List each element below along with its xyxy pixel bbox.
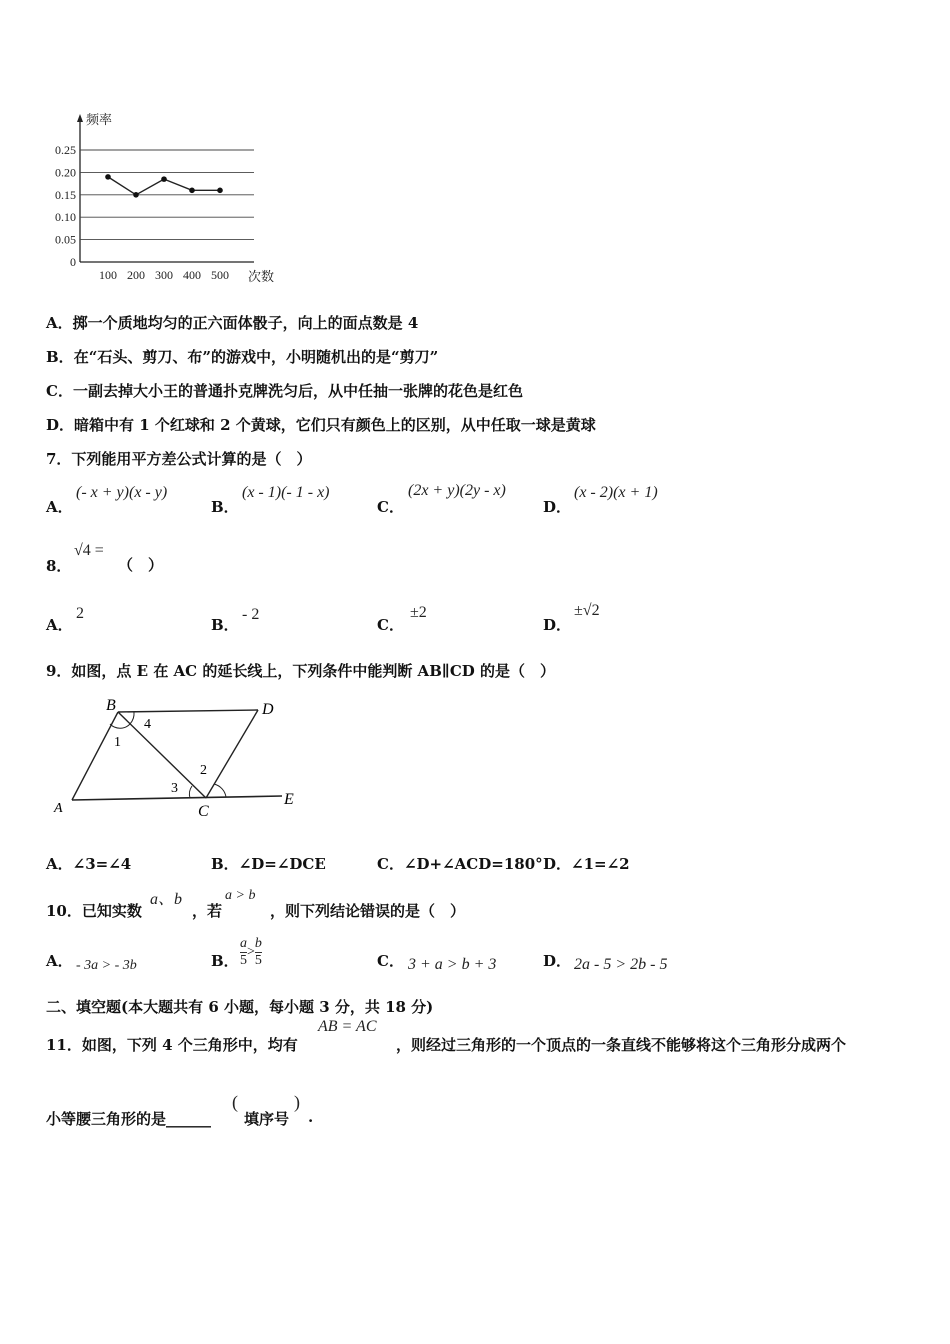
segment-cd — [206, 710, 258, 798]
y-tick-label: 0 — [70, 255, 76, 269]
q8-paren: （ ） — [118, 556, 164, 574]
x-axis-label: 次数 — [248, 269, 275, 283]
q10-option-b-expr: $\frac{a}{5}$ > $\frac{b}{5}$ — [240, 936, 262, 968]
label-angle-1: 1 — [114, 735, 121, 750]
q7-option-b-label: B． — [211, 498, 239, 516]
label-angle-4: 4 — [144, 717, 151, 732]
y-tick-label: 0.15 — [55, 187, 76, 202]
q10-stem-b: ，若 — [192, 902, 223, 920]
q8-number: 8． — [46, 557, 72, 575]
q11-condition: AB = AC — [318, 1018, 377, 1035]
q10-stem-c: ，则下列结论错误的是（ ） — [270, 902, 466, 920]
q7-option-a-label: A． — [46, 498, 73, 516]
q7-option-d-label: D． — [543, 498, 572, 516]
data-point — [105, 174, 111, 180]
q8-option-a-label: A． — [46, 616, 73, 634]
q8-option-b-expr: - 2 — [242, 606, 260, 623]
q11-stem-a: 11．如图，下列 4 个三角形中，均有 — [46, 1036, 298, 1054]
q11-line2-b: 填序号 — [244, 1110, 290, 1128]
data-point — [133, 192, 139, 198]
y-axis-arrow — [77, 114, 83, 122]
q6-option-b: B．在“石头、剪刀、布”的游戏中，小明随机出的是“剪刀” — [46, 348, 439, 366]
q6-option-c: C．一副去掉大小王的普通扑克牌洗匀后，从中任抽一张牌的花色是红色 — [46, 382, 523, 400]
label-b: B — [106, 697, 116, 714]
q10-option-d-expr: 2a - 5 > 2b - 5 — [574, 956, 668, 973]
q10-option-a-expr: - 3a > - 3b — [76, 958, 137, 973]
angle-4-arc — [130, 712, 134, 724]
x-tick-label: 300 — [155, 268, 173, 282]
label-d: D — [262, 701, 274, 718]
y-tick-label: 0.25 — [55, 143, 76, 157]
q8-option-c-label: C． — [377, 616, 404, 634]
q8-option-d-expr: ±√2 — [574, 602, 600, 619]
q10-option-c-expr: 3 + a > b + 3 — [408, 956, 497, 973]
q9-option-c: C．∠D+∠ACD=180° — [377, 855, 543, 873]
data-point — [217, 188, 223, 194]
fraction-a-over-5: $\frac{a}{5}$ — [240, 936, 247, 968]
q8-option-d-label: D． — [543, 616, 572, 634]
q7-option-c-label: C． — [377, 498, 404, 516]
label-a: A — [54, 801, 63, 816]
q10-stem-a: 10．已知实数 — [46, 902, 142, 920]
q11-stem-b: ，则经过三角形的一个顶点的一条直线不能够将这个三角形分成两个 — [396, 1036, 847, 1054]
label-c: C — [198, 803, 209, 820]
q8-expr: √4 = — [74, 542, 104, 559]
segment-bd — [118, 710, 258, 712]
q10-option-b-label: B． — [211, 952, 239, 970]
q11-end: . — [308, 1108, 314, 1126]
q7-option-a-expr: (- x + y)(x - y) — [76, 484, 168, 501]
frequency-line-chart — [40, 108, 300, 283]
q6-option-d: D．暗箱中有 1 个红球和 2 个黄球，它们只有颜色上的区别，从中任取一球是黄球 — [46, 416, 596, 434]
line-ace — [72, 796, 282, 800]
y-tick-label: 0.10 — [55, 210, 76, 225]
q8-option-c-expr: ±2 — [410, 604, 427, 621]
q10-option-a-label: A． — [46, 952, 73, 970]
q10-option-c-label: C． — [377, 952, 404, 970]
q11-paren-right: ) — [294, 1092, 300, 1112]
angle-3-arc — [189, 786, 192, 798]
y-axis-label: 频率 — [86, 112, 113, 127]
q8-option-b-label: B． — [211, 616, 239, 634]
q10-option-d-label: D． — [543, 952, 572, 970]
label-angle-2: 2 — [200, 763, 207, 778]
q9-option-d: D．∠1=∠2 — [543, 855, 630, 873]
label-e: E — [284, 791, 294, 808]
q7-option-c-expr: (2x + y)(2y - x) — [408, 482, 506, 499]
angle-2-arc — [214, 784, 226, 797]
y-tick-label: 0.05 — [55, 232, 76, 247]
q11-paren-left: ( — [232, 1092, 238, 1112]
q7-option-d-expr: (x - 2)(x + 1) — [574, 484, 658, 501]
fraction-b-over-5: $\frac{b}{5}$ — [254, 936, 262, 968]
segment-bc — [118, 712, 206, 798]
q6-option-a: A．掷一个质地均匀的正六面体骰子，向上的面点数是 4 — [46, 314, 419, 332]
q9-option-b: B．∠D=∠DCE — [211, 855, 326, 873]
q9-option-a: A．∠3=∠4 — [46, 855, 132, 873]
x-tick-label: 500 — [211, 268, 229, 282]
section-2-heading: 二、填空题(本大题共有 6 小题，每小题 3 分，共 18 分) — [46, 998, 434, 1016]
q7-stem: 7．下列能用平方差公式计算的是（ ） — [46, 450, 312, 468]
q8-option-a-expr: 2 — [76, 605, 84, 622]
q11-line2-a: 小等腰三角形的是______ — [46, 1110, 212, 1128]
data-point — [189, 188, 195, 194]
q7-option-b-expr: (x - 1)(- 1 - x) — [242, 484, 330, 501]
q10-condition: a > b — [225, 888, 256, 903]
x-tick-label: 400 — [183, 268, 201, 282]
x-tick-label: 200 — [127, 268, 145, 282]
q9-geometry-figure — [46, 694, 316, 824]
data-point — [161, 176, 167, 182]
q9-stem: 9．如图，点 E 在 AC 的延长线上，下列条件中能判断 AB∥CD 的是（ ） — [46, 662, 555, 680]
label-angle-3: 3 — [171, 781, 178, 796]
angle-1-arc — [110, 724, 130, 728]
q10-vars: a、b — [150, 891, 183, 908]
y-tick-label: 0.20 — [55, 165, 76, 180]
x-tick-label: 100 — [99, 268, 117, 282]
